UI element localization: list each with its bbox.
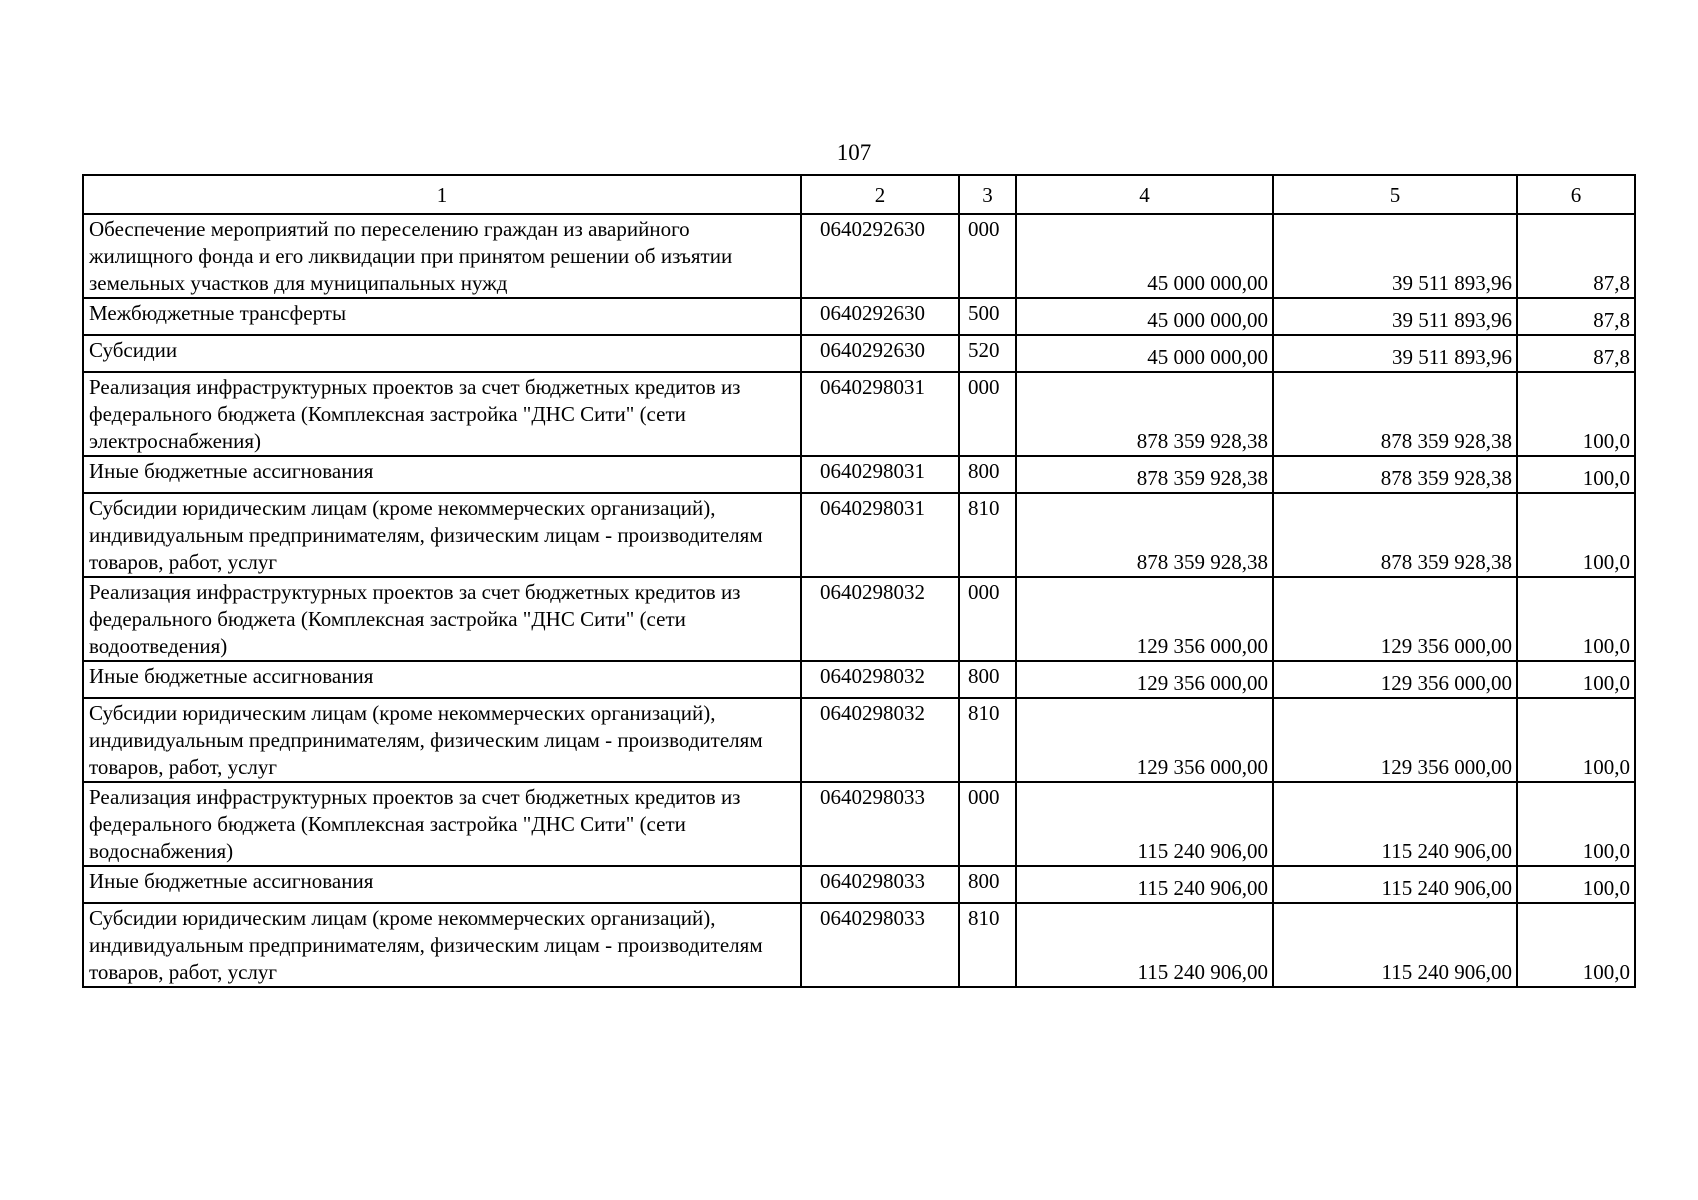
header-col-6: 6: [1517, 175, 1635, 214]
row-plan: 129 356 000,00: [1016, 661, 1273, 698]
row-type: 800: [959, 866, 1016, 903]
row-percent: 100,0: [1517, 372, 1635, 456]
table-row: [83, 866, 1635, 903]
row-name: Межбюджетные трансферты: [83, 298, 801, 335]
row-plan: 115 240 906,00: [1016, 782, 1273, 866]
row-code: 0640292630: [801, 214, 959, 298]
row-plan: 878 359 928,38: [1016, 493, 1273, 577]
table-row: [83, 298, 1635, 335]
row-percent: 87,8: [1517, 214, 1635, 298]
row-percent: 100,0: [1517, 661, 1635, 698]
table-row: [83, 782, 1635, 866]
row-percent: 100,0: [1517, 903, 1635, 987]
row-name: Субсидии юридическим лицам (кроме некоммерческих организаций), индивидуальным предпринимателям, физическим лицам - производителям товаров, работ, услуг: [83, 698, 801, 782]
row-fact: 878 359 928,38: [1273, 372, 1517, 456]
header-col-3: 3: [959, 175, 1016, 214]
row-percent: 87,8: [1517, 298, 1635, 335]
table-row: [83, 577, 1635, 661]
row-type: 810: [959, 698, 1016, 782]
page-number: [0, 140, 1698, 166]
row-type: 000: [959, 214, 1016, 298]
budget-table: [82, 174, 1636, 988]
row-fact: 39 511 893,96: [1273, 214, 1517, 298]
row-code: 0640298031: [801, 456, 959, 493]
row-type: 500: [959, 298, 1016, 335]
row-percent: 100,0: [1517, 493, 1635, 577]
row-code: 0640298032: [801, 698, 959, 782]
row-name: Субсидии юридическим лицам (кроме некоммерческих организаций), индивидуальным предпринимателям, физическим лицам - производителям товаров, работ, услуг: [83, 903, 801, 987]
row-plan: 129 356 000,00: [1016, 698, 1273, 782]
row-fact: 129 356 000,00: [1273, 661, 1517, 698]
row-fact: 39 511 893,96: [1273, 335, 1517, 372]
row-type: 000: [959, 782, 1016, 866]
row-fact: 129 356 000,00: [1273, 577, 1517, 661]
row-fact: 115 240 906,00: [1273, 903, 1517, 987]
row-name: Иные бюджетные ассигнования: [83, 661, 801, 698]
header-col-4: 4: [1016, 175, 1273, 214]
row-code: 0640298032: [801, 577, 959, 661]
row-plan: 115 240 906,00: [1016, 903, 1273, 987]
row-percent: 100,0: [1517, 698, 1635, 782]
row-type: 810: [959, 493, 1016, 577]
row-plan: 878 359 928,38: [1016, 456, 1273, 493]
row-type: 000: [959, 372, 1016, 456]
row-code: 0640298031: [801, 372, 959, 456]
row-type: 000: [959, 577, 1016, 661]
row-plan: 129 356 000,00: [1016, 577, 1273, 661]
row-plan: 878 359 928,38: [1016, 372, 1273, 456]
row-type: 520: [959, 335, 1016, 372]
row-name: Субсидии: [83, 335, 801, 372]
row-percent: 100,0: [1517, 782, 1635, 866]
header-col-1: 1: [83, 175, 801, 214]
row-percent: 100,0: [1517, 866, 1635, 903]
row-name: Иные бюджетные ассигнования: [83, 456, 801, 493]
table-row: [83, 456, 1635, 493]
row-percent: 100,0: [1517, 456, 1635, 493]
row-percent: 87,8: [1517, 335, 1635, 372]
table-row: [83, 372, 1635, 456]
row-fact: 878 359 928,38: [1273, 493, 1517, 577]
row-fact: 115 240 906,00: [1273, 866, 1517, 903]
row-name: Реализация инфраструктурных проектов за счет бюджетных кредитов из федерального бюджета (Комплексная застройка "ДНС Сити" (сети водоснабжения): [83, 782, 801, 866]
row-code: 0640292630: [801, 335, 959, 372]
table-row: [83, 661, 1635, 698]
header-col-2: 2: [801, 175, 959, 214]
page-number-text: 107: [836, 140, 872, 165]
row-plan: 45 000 000,00: [1016, 298, 1273, 335]
row-name: Иные бюджетные ассигнования: [83, 866, 801, 903]
row-type: 800: [959, 661, 1016, 698]
row-fact: 115 240 906,00: [1273, 782, 1517, 866]
row-name: Реализация инфраструктурных проектов за счет бюджетных кредитов из федерального бюджета (Комплексная застройка "ДНС Сити" (сети водоотведения): [83, 577, 801, 661]
row-code: 0640292630: [801, 298, 959, 335]
row-code: 0640298033: [801, 903, 959, 987]
table-row: [83, 214, 1635, 298]
row-fact: 878 359 928,38: [1273, 456, 1517, 493]
row-code: 0640298033: [801, 782, 959, 866]
table-row: [83, 698, 1635, 782]
row-code: 0640298032: [801, 661, 959, 698]
row-fact: 39 511 893,96: [1273, 298, 1517, 335]
row-plan: 45 000 000,00: [1016, 214, 1273, 298]
row-fact: 129 356 000,00: [1273, 698, 1517, 782]
table-row: [83, 903, 1635, 987]
table-header-row: [83, 175, 1635, 214]
row-code: 0640298033: [801, 866, 959, 903]
row-type: 810: [959, 903, 1016, 987]
row-name: Реализация инфраструктурных проектов за счет бюджетных кредитов из федерального бюджета (Комплексная застройка "ДНС Сити" (сети электроснабжения): [83, 372, 801, 456]
row-type: 800: [959, 456, 1016, 493]
header-col-5: 5: [1273, 175, 1517, 214]
row-plan: 115 240 906,00: [1016, 866, 1273, 903]
row-name: Обеспечение мероприятий по переселению граждан из аварийного жилищного фонда и его ликвидации при принятом решении об изъятии земельных участков для муниципальных нужд: [83, 214, 801, 298]
row-percent: 100,0: [1517, 577, 1635, 661]
row-code: 0640298031: [801, 493, 959, 577]
table-row: [83, 493, 1635, 577]
row-name: Субсидии юридическим лицам (кроме некоммерческих организаций), индивидуальным предпринимателям, физическим лицам - производителям товаров, работ, услуг: [83, 493, 801, 577]
table-row: [83, 335, 1635, 372]
row-plan: 45 000 000,00: [1016, 335, 1273, 372]
